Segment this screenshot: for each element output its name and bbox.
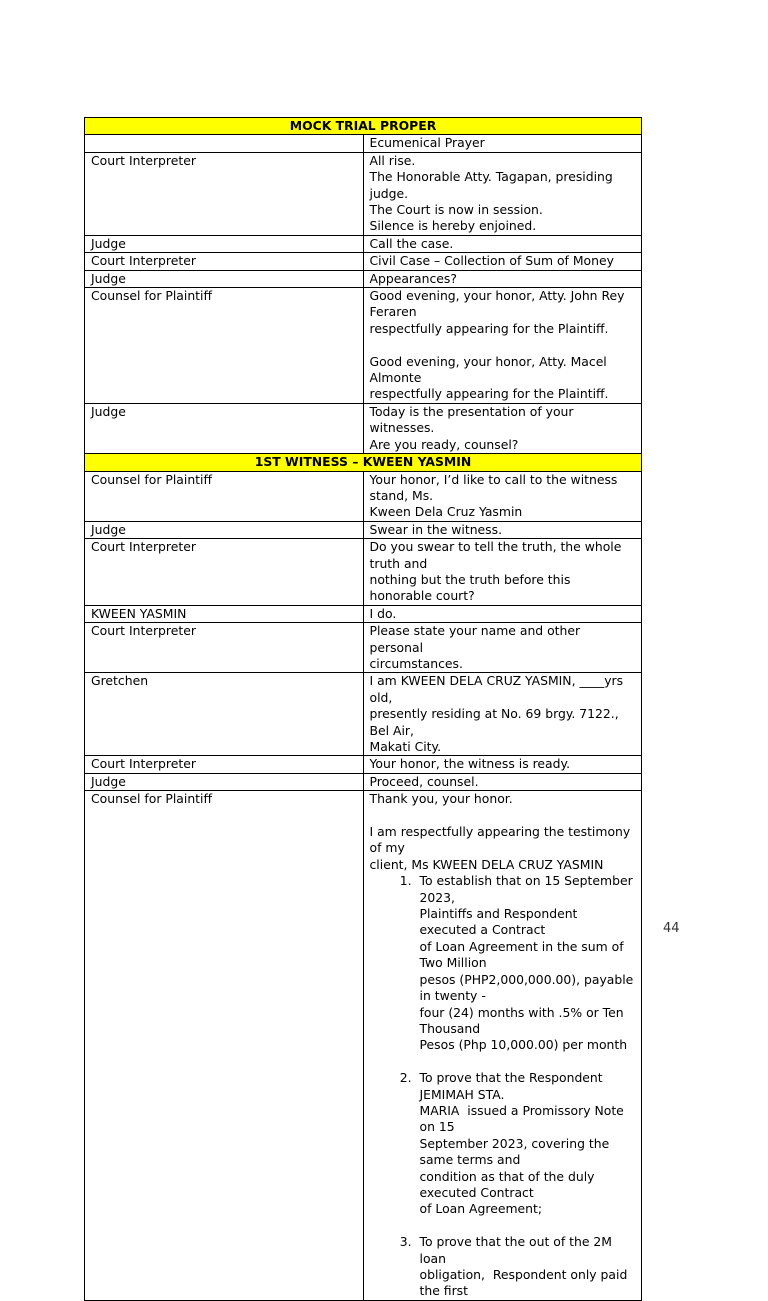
dialogue-row xyxy=(85,791,642,1301)
speaker-cell: Court Interpreter xyxy=(85,539,364,606)
speaker-cell: Judge xyxy=(85,270,364,287)
dialogue-row xyxy=(85,673,642,756)
dialogue-row xyxy=(85,288,642,404)
dialogue-cell xyxy=(363,623,642,673)
dialogue-row xyxy=(85,235,642,252)
purpose-line: 2. To prove that the Respondent JEMIMAH STA. xyxy=(419,1070,607,1102)
dialogue-line: presently residing at No. 69 brgy. 7122., Bel Air, xyxy=(369,706,623,738)
dialogue-cell xyxy=(363,471,642,521)
speaker-cell: Court Interpreter xyxy=(85,152,364,235)
purpose-line: Plaintiffs and Respondent executed a Contract xyxy=(419,906,582,938)
page-number: 44 xyxy=(663,921,680,936)
dialogue-line: I am KWEEN DELA CRUZ YASMIN, ____yrs old, xyxy=(369,673,628,705)
dialogue-cell xyxy=(363,539,642,606)
purpose-item xyxy=(416,1234,636,1300)
purpose-line: 3. To prove that the out of the 2M loan xyxy=(419,1234,616,1266)
dialogue-row xyxy=(85,756,642,773)
purpose-line: of Loan Agreement; xyxy=(419,1201,543,1217)
dialogue-line: Call the case. xyxy=(369,235,454,251)
testimony-purpose-list xyxy=(370,873,636,1300)
dialogue-line: Makati City. xyxy=(369,739,442,755)
speaker-cell: Judge xyxy=(85,235,364,252)
dialogue-row xyxy=(85,253,642,270)
dialogue-line: All rise. xyxy=(369,152,416,168)
dialogue-line: Swear in the witness. xyxy=(369,521,503,537)
dialogue-line: Ecumenical Prayer xyxy=(369,135,485,151)
speaker-cell: Court Interpreter xyxy=(85,756,364,773)
dialogue-line: respectfully appearing for the Plaintiff. xyxy=(369,320,609,336)
section-banner-row xyxy=(85,454,642,471)
dialogue-row xyxy=(85,773,642,790)
dialogue-line: Your honor, I’d like to call to the witness stand, Ms. xyxy=(369,471,622,503)
dialogue-row xyxy=(85,270,642,287)
speaker-cell: KWEEN YASMIN xyxy=(85,605,364,622)
purpose-line: September 2023, covering the same terms and xyxy=(419,1135,614,1168)
trial-script-body xyxy=(85,118,642,1301)
dialogue-line: Good evening, your honor, Atty. John Rey Feraren xyxy=(369,288,629,320)
dialogue-line: respectfully appearing for the Plaintiff. xyxy=(369,386,609,402)
dialogue-cell xyxy=(363,152,642,235)
blank-line xyxy=(370,808,636,824)
purpose-line: condition as that of the duly executed Contract xyxy=(419,1168,599,1200)
dialogue-line: Do you swear to tell the truth, the whole truth and xyxy=(369,539,626,571)
purpose-line: Pesos (Php 10,000.00) per month xyxy=(419,1037,628,1053)
dialogue-cell xyxy=(363,253,642,270)
dialogue-cell xyxy=(363,135,642,152)
dialogue-cell xyxy=(363,235,642,252)
dialogue-row xyxy=(85,623,642,673)
dialogue-cell xyxy=(363,403,642,453)
dialogue-cell xyxy=(363,288,642,404)
dialogue-cell xyxy=(363,773,642,790)
speaker-cell: Counsel for Plaintiff xyxy=(85,471,364,521)
dialogue-line: Appearances? xyxy=(369,270,457,286)
purpose-line: obligation, Respondent only paid the first xyxy=(419,1266,632,1299)
dialogue-line: Good evening, your honor, Atty. Macel Almonte xyxy=(369,353,611,386)
speaker-cell: Court Interpreter xyxy=(85,623,364,673)
dialogue-line: Are you ready, counsel? xyxy=(369,436,519,452)
section-banner-row xyxy=(85,118,642,135)
speaker-cell: Court Interpreter xyxy=(85,253,364,270)
dialogue-row xyxy=(85,521,642,538)
speaker-cell: Counsel for Plaintiff xyxy=(85,288,364,404)
dialogue-cell xyxy=(363,673,642,756)
purpose-item xyxy=(416,873,636,1053)
purpose-line: of Loan Agreement in the sum of Two Million xyxy=(419,938,628,971)
dialogue-row xyxy=(85,152,642,235)
dialogue-line: The Honorable Atty. Tagapan, presiding judge. xyxy=(369,169,617,201)
dialogue-line: Kween Dela Cruz Yasmin xyxy=(369,504,523,520)
purpose-line: pesos (PHP2,000,000.00), payable in twenty - xyxy=(419,971,638,1004)
blank-line xyxy=(370,337,636,353)
dialogue-cell xyxy=(363,521,642,538)
speaker-cell: Gretchen xyxy=(85,673,364,756)
trial-script-table xyxy=(84,117,642,1301)
dialogue-row xyxy=(85,403,642,453)
speaker-cell: Judge xyxy=(85,773,364,790)
dialogue-row xyxy=(85,539,642,606)
dialogue-cell xyxy=(363,791,642,1301)
speaker-cell: Judge xyxy=(85,521,364,538)
dialogue-row xyxy=(85,135,642,152)
purpose-line: MARIA issued a Promissory Note on 15 xyxy=(419,1102,628,1135)
section-banner: MOCK TRIAL PROPER xyxy=(85,118,642,135)
purpose-item xyxy=(416,1070,636,1218)
dialogue-cell xyxy=(363,756,642,773)
purpose-line: 1. To establish that on 15 September 2023, xyxy=(419,873,637,905)
speaker-cell: Counsel for Plaintiff xyxy=(85,791,364,1301)
dialogue-line: I am respectfully appearing the testimony of my xyxy=(369,824,635,856)
dialogue-row xyxy=(85,605,642,622)
dialogue-row xyxy=(85,471,642,521)
purpose-line: four (24) months with .5% or Ten Thousand xyxy=(419,1004,628,1036)
dialogue-line: Your honor, the witness is ready. xyxy=(369,756,571,772)
dialogue-line: circumstances. xyxy=(369,655,463,671)
speaker-cell xyxy=(85,135,364,152)
dialogue-line: The Court is now in session. xyxy=(369,202,543,218)
speaker-cell: Judge xyxy=(85,403,364,453)
dialogue-line: Please state your name and other personal xyxy=(369,623,585,655)
dialogue-line: Thank you, your honor. xyxy=(369,791,513,807)
dialogue-line: I do. xyxy=(369,605,397,621)
section-banner: 1ST WITNESS – KWEEN YASMIN xyxy=(85,454,642,471)
dialogue-line: client, Ms KWEEN DELA CRUZ YASMIN xyxy=(369,856,604,872)
dialogue-line: Civil Case – Collection of Sum of Money xyxy=(369,253,614,269)
dialogue-line: Silence is hereby enjoined. xyxy=(369,218,537,234)
dialogue-line: nothing but the truth before this honorable court? xyxy=(369,571,575,604)
dialogue-line: Today is the presentation of your witnesses. xyxy=(369,403,578,436)
dialogue-cell xyxy=(363,605,642,622)
dialogue-cell xyxy=(363,270,642,287)
dialogue-line: Proceed, counsel. xyxy=(369,773,479,789)
